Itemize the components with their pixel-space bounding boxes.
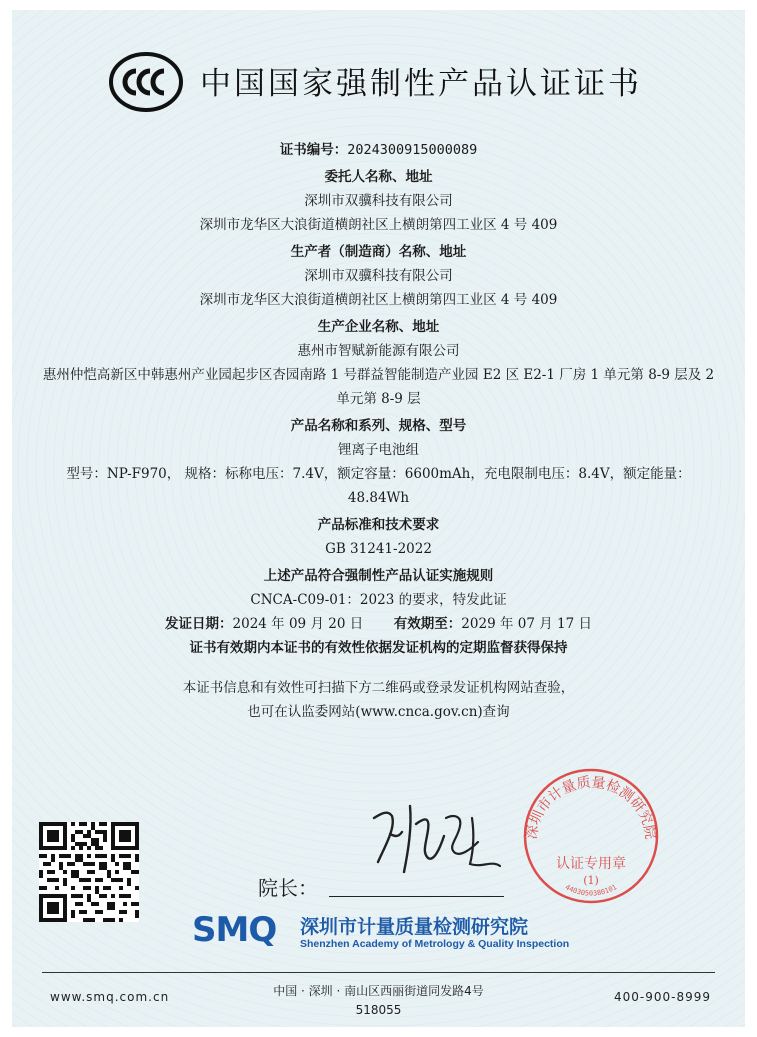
issue-date: 2024 年 09 月 20 日 bbox=[232, 616, 364, 632]
institute-name-en: Shenzhen Academy of Metrology & Quality Inspection bbox=[300, 938, 570, 950]
footer-divider bbox=[42, 972, 715, 973]
qr-code-icon bbox=[39, 822, 139, 922]
footer-website: www.smq.com.cn bbox=[50, 990, 170, 1004]
verify-note-line-2: 也可在认监委网站(www.cnca.gov.cn)查询 bbox=[247, 704, 510, 720]
product-heading: 产品名称和系列、规格、型号 bbox=[290, 418, 467, 434]
seal-arc-text: 深圳市计量质量检测研究院 bbox=[523, 774, 659, 841]
footer-phone: 400-900-8999 bbox=[613, 990, 711, 1004]
certificate-number: 2024300915000089 bbox=[347, 142, 478, 158]
factory-address: 惠州仲恺高新区中韩惠州产业园起步区杏园南路 1 号群益智能制造产业园 E2 区 E2-1 厂房 1 单元第 8-9 层及 2 单元第 8-9 层 bbox=[42, 367, 715, 407]
institute-name-cn: 深圳市计量质量检测研究院 bbox=[300, 916, 529, 938]
footer-address-line-2: 518055 bbox=[355, 1003, 402, 1017]
verify-note-line-1: 本证书信息和有效性可扫描下方二维码或登录发证机构网站查验， bbox=[182, 680, 575, 696]
dates-line bbox=[42, 612, 715, 636]
seal-center-text: 认证专用章 bbox=[556, 856, 626, 872]
signature-line bbox=[329, 896, 504, 897]
president-label: 院长： bbox=[258, 876, 318, 900]
certificate-title: 中国国家强制性产品认证证书 bbox=[200, 66, 642, 102]
certificate-number-label: 证书编号： bbox=[279, 142, 348, 158]
validity-note: 证书有效期内本证书的有效性依据发证机构的定期监督获得保持 bbox=[189, 640, 568, 656]
factory-name: 惠州市智赋新能源有限公司 bbox=[297, 343, 460, 359]
certificate-sheet bbox=[12, 10, 745, 1027]
svg-text:深圳市计量质量检测研究院 bbox=[524, 775, 658, 841]
handwritten-signature bbox=[362, 788, 512, 888]
client-name: 深圳市双骥科技有限公司 bbox=[304, 193, 453, 209]
official-seal-stamp bbox=[518, 766, 664, 906]
factory-heading: 生产企业名称、地址 bbox=[317, 319, 440, 335]
verify-note bbox=[42, 676, 715, 724]
product-spec: 型号：NP-F970， 规格：标称电压：7.4V，额定容量：6600mAh，充电限制电压：8.4V，额定能量：48.84Wh bbox=[66, 466, 691, 506]
standard-heading: 产品标准和技术要求 bbox=[317, 517, 440, 533]
seal-sub-text: (1) bbox=[583, 874, 599, 887]
footer-address-line-1: 中国 · 深圳 · 南山区西丽街道同发路4号 bbox=[273, 984, 484, 998]
certificate-header bbox=[12, 52, 745, 116]
certificate-body bbox=[42, 138, 715, 724]
expiry-date-label: 有效期至： bbox=[393, 616, 462, 632]
seal-code-text: 4403050380101 bbox=[563, 883, 619, 898]
rule-heading: 上述产品符合强制性产品认证实施规则 bbox=[263, 568, 494, 584]
client-address: 深圳市龙华区大浪街道横朗社区上横朗第四工业区 4 号 409 bbox=[199, 217, 558, 233]
standard-value: GB 31241-2022 bbox=[325, 541, 432, 557]
client-heading: 委托人名称、地址 bbox=[324, 169, 433, 185]
institute-logo bbox=[192, 910, 592, 960]
manufacturer-heading: 生产者（制造商）名称、地址 bbox=[290, 244, 467, 260]
smq-mark: SMQ bbox=[192, 910, 277, 950]
rule-text: CNCA-C09-01：2023 的要求，特发此证 bbox=[250, 592, 507, 608]
manufacturer-address: 深圳市龙华区大浪街道横朗社区上横朗第四工业区 4 号 409 bbox=[199, 292, 558, 308]
manufacturer-name: 深圳市双骥科技有限公司 bbox=[304, 268, 453, 284]
issue-date-label: 发证日期： bbox=[165, 616, 233, 632]
ccc-logo-icon bbox=[109, 52, 183, 112]
expiry-date: 2029 年 07 月 17 日 bbox=[461, 616, 592, 632]
certificate-number-line bbox=[42, 138, 715, 162]
product-name: 锂离子电池组 bbox=[338, 442, 419, 458]
